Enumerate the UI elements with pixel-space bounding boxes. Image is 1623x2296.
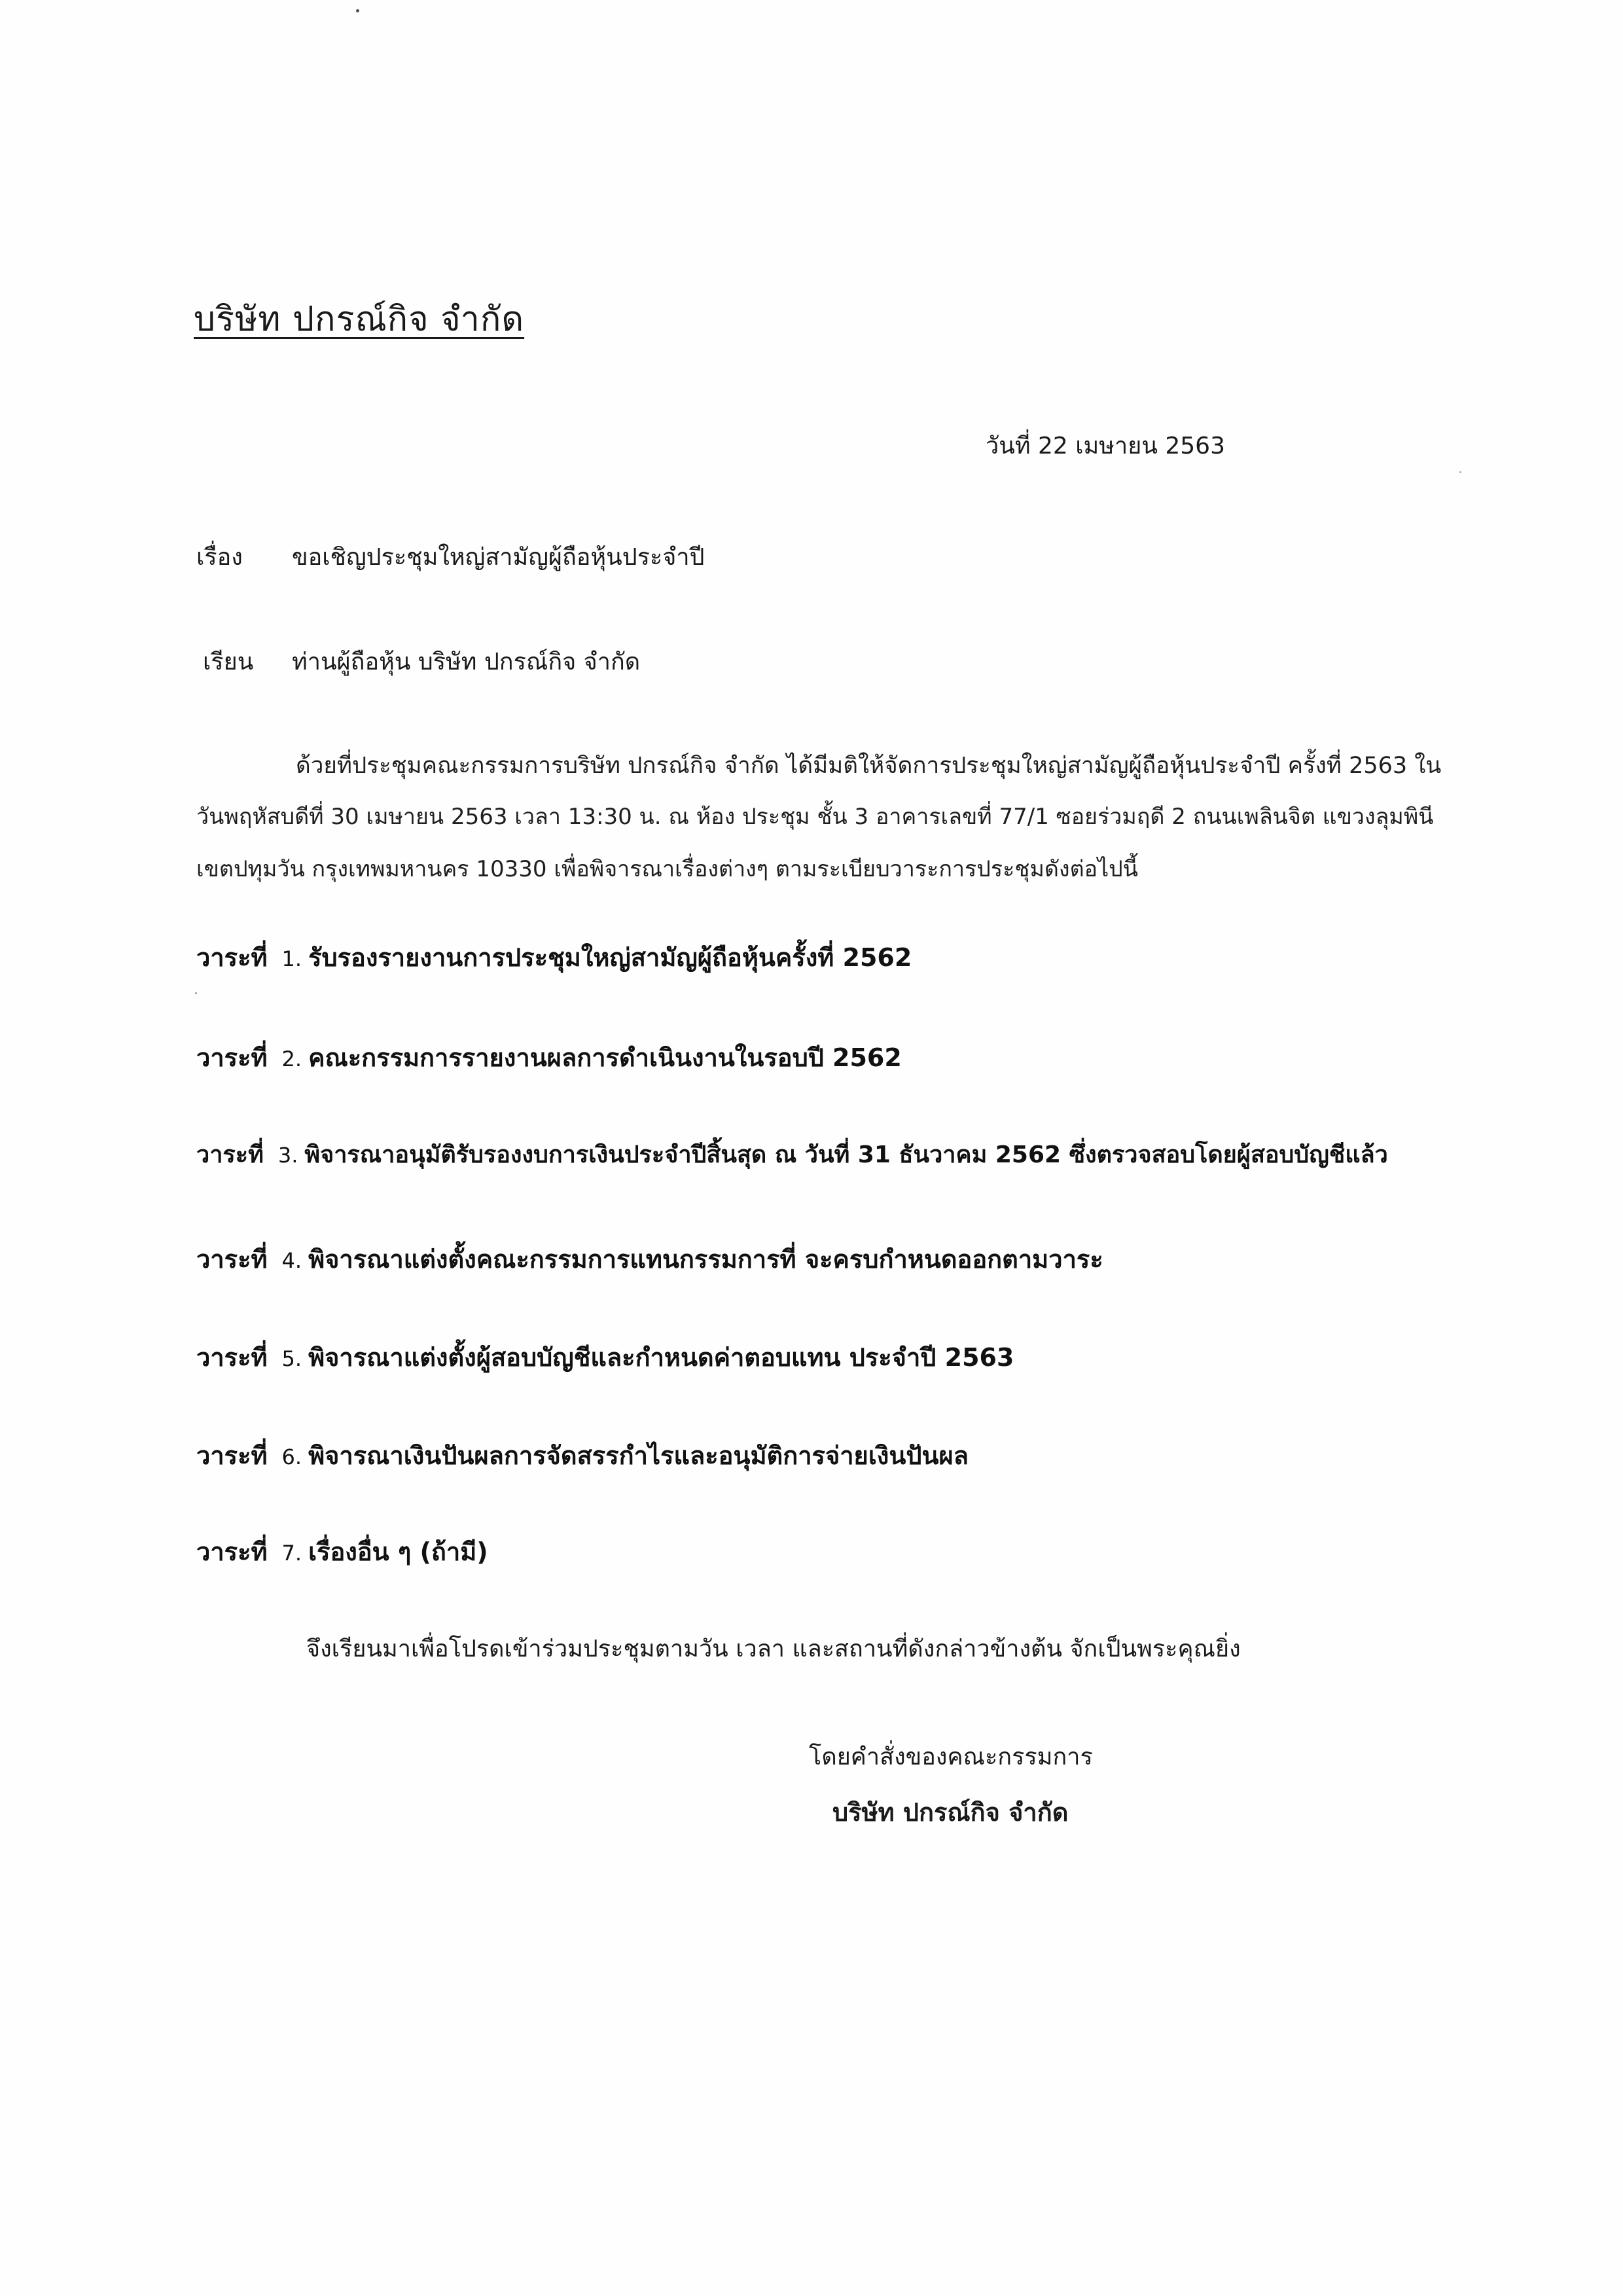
agenda-text: รับรองรายงานการประชุมใหญ่สามัญผู้ถือหุ้นครั้งที่ 2562	[308, 943, 912, 972]
agenda-number: 4.	[281, 1248, 302, 1273]
agenda-text: พิจารณาแต่งตั้งคณะกรรมการแทนกรรมการที่ จะครบกำหนดออกตามวาระ	[308, 1245, 1103, 1274]
signature-company: บริษัท ปกรณ์กิจ จำกัด	[832, 1798, 1069, 1827]
agenda-text: พิจารณาเงินปันผลการจัดสรรกำไรและอนุมัติการจ่ายเงินปันผล	[308, 1441, 969, 1470]
scan-speck	[1459, 471, 1461, 473]
agenda-number: 5.	[281, 1346, 302, 1371]
agenda-item	[196, 1239, 1103, 1279]
agenda-item	[196, 1136, 1388, 1173]
agenda-text: พิจารณาแต่งตั้งผู้สอบบัญชีและกำหนดค่าตอบแทน ประจำปี 2563	[308, 1343, 1014, 1372]
body-line-2: วันพฤหัสบดีที่ 30 เมษายน 2563 เวลา 13:30 น. ณ ห้อง ประชุม ชั้น 3 อาคารเลขที่ 77/1 ซอยร่วมฤดี 2 ถนนเพลินจิต แขวงลุมพินี	[196, 804, 1434, 830]
subject-text: ขอเชิญประชุมใหญ่สามัญผู้ถือหุ้นประจำปี	[292, 544, 705, 571]
closing-sentence: จึงเรียนมาเพื่อโปรดเข้าร่วมประชุมตามวัน เวลา และสถานที่ดังกล่าวข้างต้น จักเป็นพระคุณยิ่ง	[306, 1636, 1241, 1662]
agenda-number: 3.	[277, 1143, 298, 1168]
letter-date: วันที่ 22 เมษายน 2563	[986, 433, 1225, 459]
recipient-label: เรียน	[203, 649, 254, 675]
agenda-item	[196, 1435, 969, 1475]
agenda-item	[196, 1037, 902, 1077]
agenda-label: วาระที่	[196, 1537, 268, 1566]
signature-authority: โดยคำสั่งของคณะกรรมการ	[809, 1744, 1093, 1770]
company-header: บริษัท ปกรณ์กิจ จำกัด	[194, 300, 525, 339]
agenda-label: วาระที่	[196, 943, 268, 972]
agenda-label: วาระที่	[196, 1043, 268, 1072]
agenda-label: วาระที่	[196, 1343, 268, 1372]
agenda-label: วาระที่	[196, 1245, 268, 1274]
agenda-item	[196, 1532, 488, 1571]
agenda-number: 2.	[281, 1047, 302, 1071]
body-line-3: เขตปทุมวัน กรุงเทพมหานคร 10330 เพื่อพิจารณาเรื่องต่างๆ ตามระเบียบวาระการประชุมดังต่อไปนี้	[196, 856, 1139, 882]
agenda-item	[196, 937, 912, 977]
subject-label: เรื่อง	[196, 544, 243, 571]
agenda-text: พิจารณาอนุมัติรับรองงบการเงินประจำปีสิ้นสุด ณ วันที่ 31 ธันวาคม 2562 ซึ่งตรวจสอบโดยผู้สอบบัญชีแล้ว	[304, 1141, 1388, 1168]
agenda-label: วาระที่	[196, 1141, 264, 1168]
scan-speck	[356, 9, 359, 12]
agenda-number: 6.	[281, 1444, 302, 1469]
agenda-text: คณะกรรมการรายงานผลการดำเนินงานในรอบปี 2562	[308, 1043, 902, 1072]
scan-speck	[195, 992, 197, 994]
agenda-number: 1.	[281, 946, 302, 971]
agenda-number: 7.	[281, 1541, 302, 1566]
recipient-text: ท่านผู้ถือหุ้น บริษัท ปกรณ์กิจ จำกัด	[292, 649, 641, 675]
body-line-1: ด้วยที่ประชุมคณะกรรมการบริษัท ปกรณ์กิจ จำกัด ได้มีมติให้จัดการประชุมใหญ่สามัญผู้ถือหุ้นประจำปี ครั้งที่ 2563 ใน	[296, 753, 1442, 779]
agenda-text: เรื่องอื่น ๆ (ถ้ามี)	[308, 1537, 488, 1566]
agenda-label: วาระที่	[196, 1441, 268, 1470]
agenda-item	[196, 1337, 1014, 1377]
